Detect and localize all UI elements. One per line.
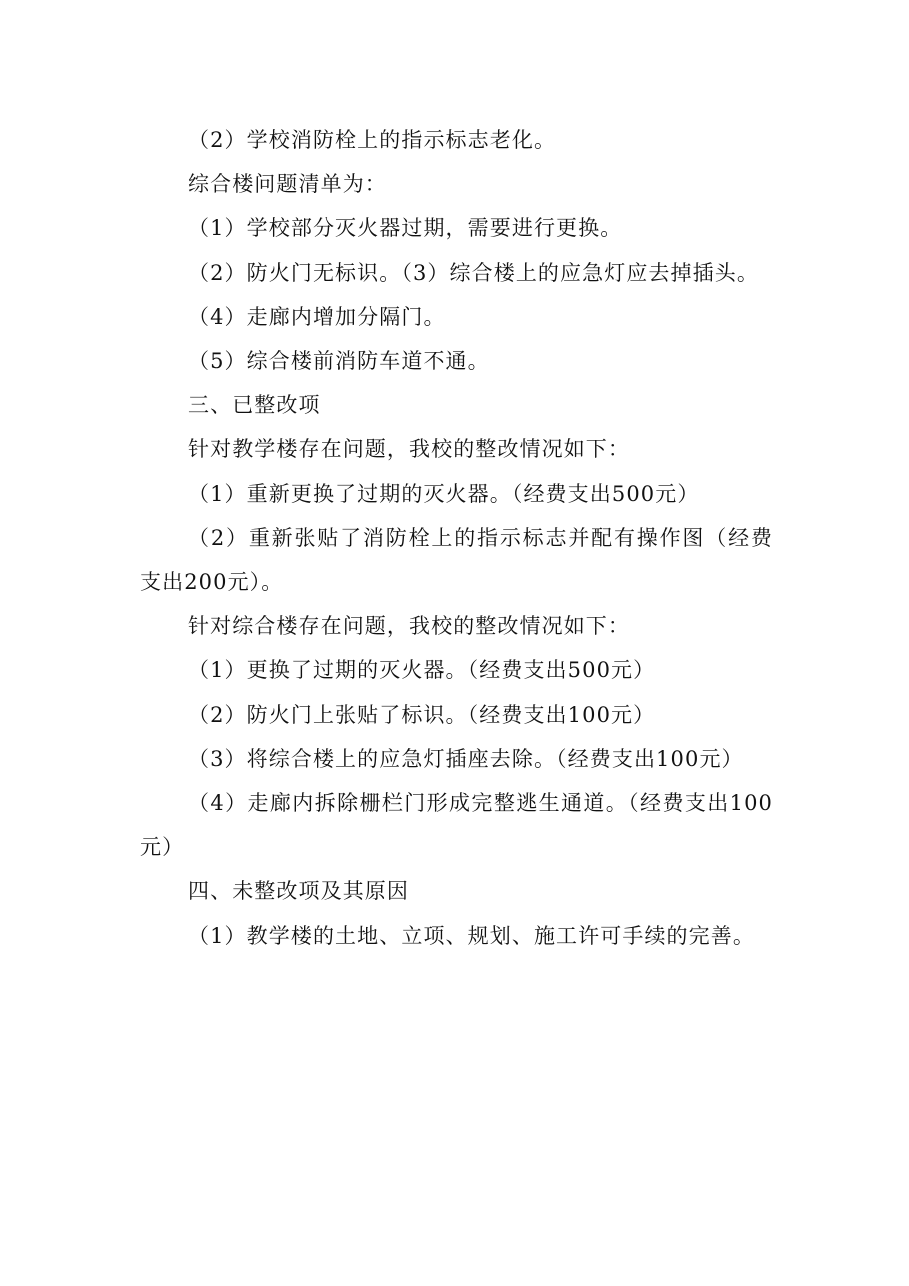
paragraph-issue-corridor-door: （4）走廊内增加分隔门。 [188,304,446,329]
paragraph-complex-building-list-heading: 综合楼问题清单为： [188,172,387,197]
section-heading-rectified: 三、已整改项 [188,393,321,418]
paragraph-teaching-building-rectification-intro: 针对教学楼存在问题，我校的整改情况如下： [188,437,630,462]
paragraph-rectified-hydrant-sign: （2）重新张贴了消防栓上的指示标志并配有操作图（经费支出200元）。 [140,525,773,595]
section-heading-not-rectified: 四、未整改项及其原因 [188,879,409,904]
paragraph-complex-building-rectification-intro: 针对综合楼存在问题，我校的整改情况如下： [188,614,630,639]
paragraph-complex-rectified-extinguishers: （1）更换了过期的灭火器。（经费支出500元） [188,658,656,683]
paragraph-complex-rectified-corridor: （4）走廊内拆除栅栏门形成完整逃生通道。（经费支出100元） [140,791,773,860]
paragraph-issue-extinguishers: （1）学校部分灭火器过期，需要进行更换。 [188,216,623,241]
paragraph-issue-fire-lane: （5）综合楼前消防车道不通。 [188,349,490,374]
paragraph-not-rectified-permits: （1）教学楼的土地、立项、规划、施工许可手续的完善。 [188,923,755,948]
paragraph-complex-rectified-emergency-light: （3）将综合楼上的应急灯插座去除。（经费支出100元） [188,746,744,771]
paragraph-issue-hydrant-sign: （2）学校消防栓上的指示标志老化。 [188,128,557,152]
paragraph-complex-rectified-fire-door: （2）防火门上张贴了标识。（经费支出100元） [188,702,656,727]
document-body [140,118,773,958]
paragraph-issue-fire-door-emergency-light: （2）防火门无标识。（3）综合楼上的应急灯应去掉插头。 [188,260,759,285]
paragraph-rectified-extinguishers: （1）重新更换了过期的灭火器。（经费支出500元） [188,481,700,506]
